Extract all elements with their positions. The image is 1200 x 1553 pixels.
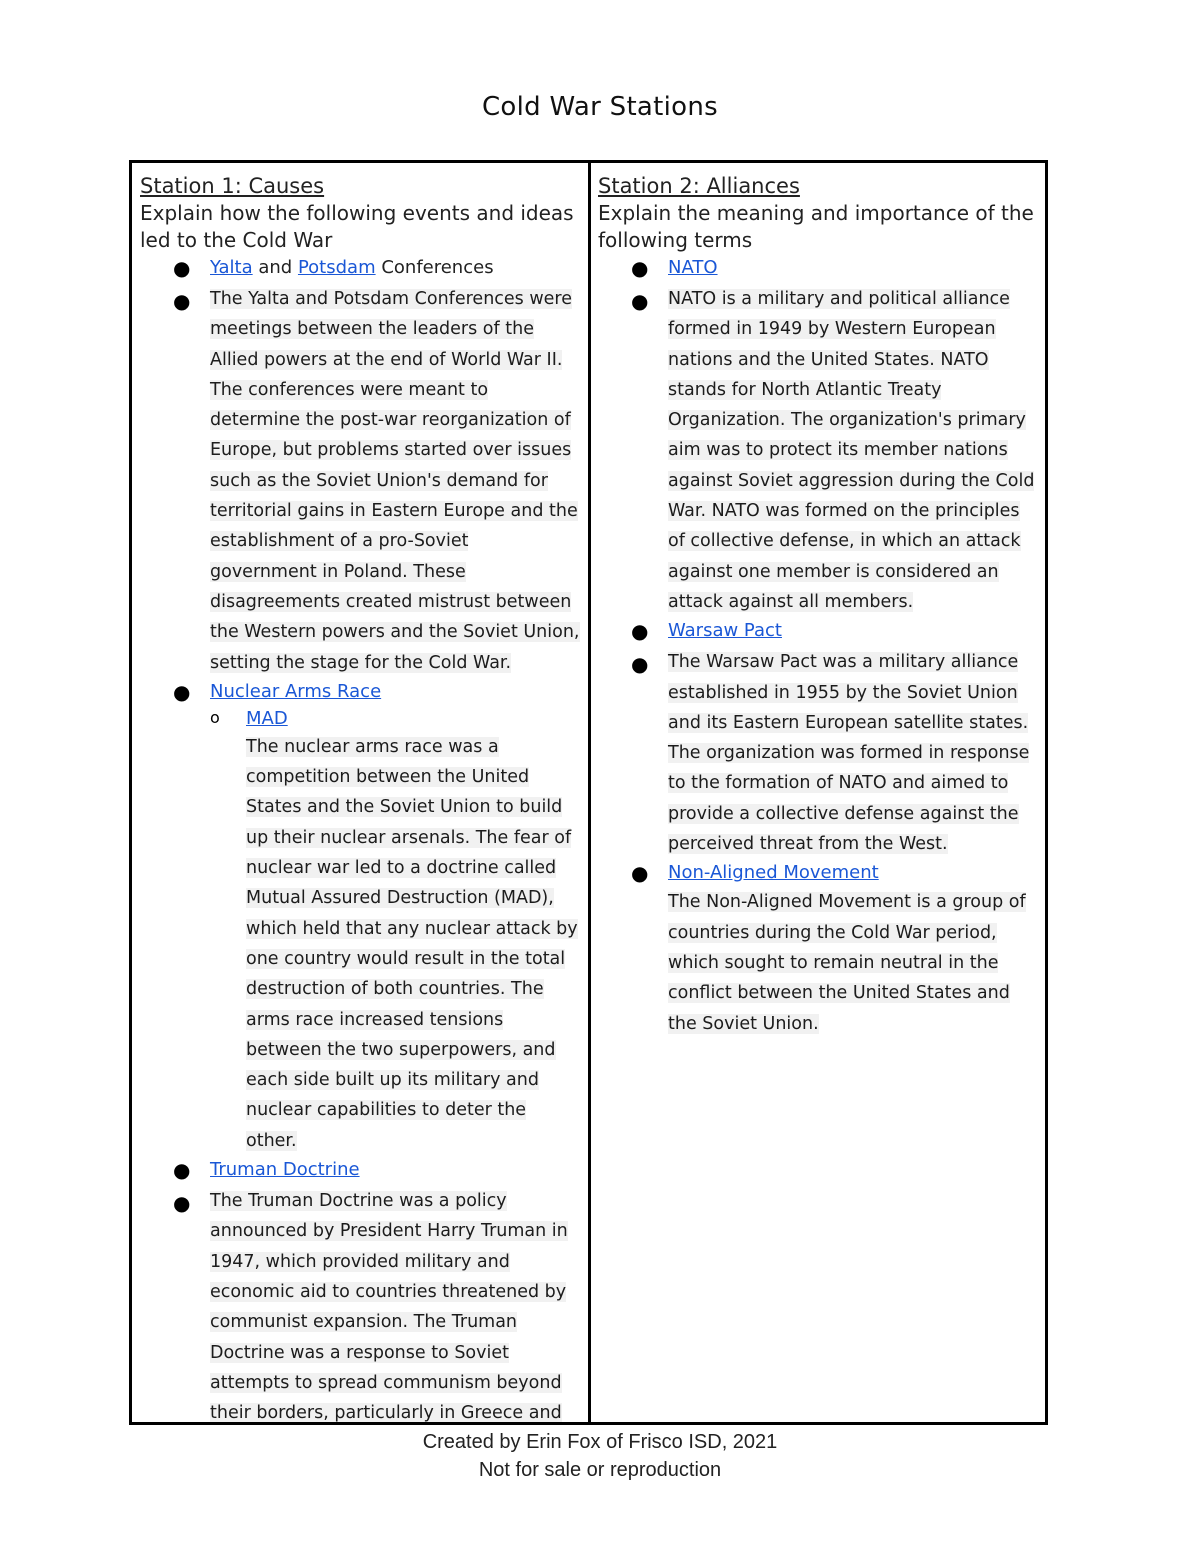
list-item [140,678,580,732]
nam-description: The Non-Aligned Movement is a group of countries during the Cold War period, which sought to remain neutral in the conflict between the United States and the Soviet Union. [668,892,1026,1034]
potsdam-link[interactable]: Potsdam [297,257,376,278]
nuclear-description: The nuclear arms race was a competition between the United States and the Soviet Union to build up their nuclear arsenals. The fear of nuclear war led to a doctrine called Mutual Assured Destruction (MAD), which held that any nuclear attack by one country would result in the total destruction of both countries. The arms race increased tensions between the two superpowers, and each side built up its military and nuclear capabilities to deter the other. [246,736,578,1151]
footer-notice: Not for sale or reproduction [478,1459,722,1481]
bullet-icon: ● [173,1158,191,1183]
bullet-icon: ● [631,619,649,644]
circle-bullet-icon: o [210,707,220,727]
bullet-icon: ● [173,1191,191,1216]
list-item [598,887,1037,1038]
list-item [140,254,580,282]
bullet-icon: ● [631,861,649,886]
bullet-icon: ● [631,289,649,313]
station-2-prompt: Explain the meaning and importance of the following terms [598,201,1034,252]
list-item [598,284,1037,617]
nato-description: NATO is a military and political alliance formed in 1949 by Western European nations and the United States. NATO stands for North Atlantic Treaty Organization. The organization's primary aim was to protect its member nations against Soviet aggression during the Cold War. NATO was formed on the principles of collective defense, in which an attack against one member is considered an attack against all members. [668,289,1035,612]
warsaw-description: The Warsaw Pact was a military alliance established in 1955 by the Soviet Union and its Eastern European satellite states. The organization was formed in response to the formation of NATO and aimed to provide a collective defense against the perceived threat from the West. [668,652,1030,855]
nato-link[interactable]: NATO [668,257,718,278]
station-1-cell [132,163,591,1422]
yalta-description: The Yalta and Potsdam Conferences were meetings between the leaders of the Allied powers at the end of World War II. The conferences were meant to determine the post-war reorganization of Europe, but problems started over issues such as the Soviet Union's demand for territorial gains in Eastern Europe and the establishment of a pro-Soviet government in Poland. These disagreements created mistrust between the Western powers and the Soviet Union, setting the stage for the Cold War. [210,289,580,673]
mad-subitem [210,706,580,732]
yalta-link[interactable]: Yalta [210,257,253,278]
station-1-prompt: Explain how the following events and ideas led to the Cold War [140,201,574,252]
list-item [598,617,1037,645]
warsaw-pact-link[interactable]: Warsaw Pact [668,620,782,642]
station-1-heading: Station 1: Causes [140,174,325,198]
bullet-icon: ● [173,256,191,280]
footer-credit: Created by Erin Fox of Frisco ISD, 2021 [422,1431,778,1453]
station-2-cell [591,163,1045,1422]
bullet-icon: ● [631,256,649,280]
list-item [140,1186,580,1422]
station-1-list [140,254,580,1422]
nuclear-arms-race-link[interactable]: Nuclear Arms Race [210,680,382,702]
list-item [140,732,580,1156]
conferences-text: Conferences [375,257,494,278]
list-item [598,254,1037,282]
list-item [598,647,1037,859]
list-item [598,859,1037,887]
stations-table [129,160,1048,1425]
list-item [140,284,580,678]
and-text: and [252,257,298,278]
station-2-heading: Station 2: Alliances [598,174,800,198]
truman-doctrine-link[interactable]: Truman Doctrine [210,1159,360,1181]
list-item [140,1156,580,1184]
non-aligned-movement-link[interactable]: Non-Aligned Movement [668,862,879,884]
page-title: Cold War Stations [481,92,719,122]
bullet-icon: ● [173,679,191,704]
bullet-icon: ● [631,652,649,677]
truman-description: The Truman Doctrine was a policy announced by President Harry Truman in 1947, which provided military and economic aid to countries threatened by communist expansion. The Truman Doctrine was a response to Soviet attempts to spread communism beyond their borders, particularly in Greece and [210,1191,568,1422]
mad-link[interactable]: MAD [246,707,288,729]
bullet-icon: ● [173,289,191,313]
station-2-list [598,254,1037,1039]
